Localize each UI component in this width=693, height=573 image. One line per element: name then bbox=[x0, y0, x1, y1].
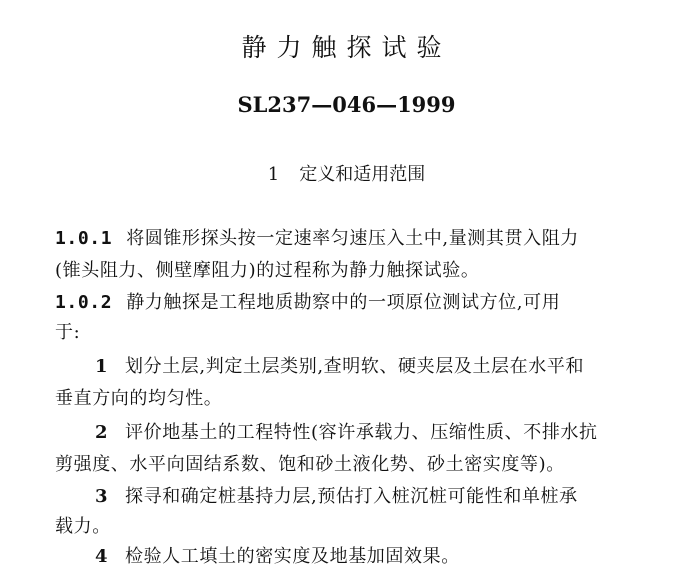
item-number: 3 bbox=[95, 486, 109, 507]
item-4-line-1 bbox=[55, 542, 670, 572]
clause-text: (锥头阻力、侧壁摩阻力)的过程称为静力触探试验。 bbox=[55, 260, 480, 281]
section-title: 定义和适用范围 bbox=[299, 164, 426, 185]
clause-2-line-2 bbox=[55, 318, 670, 348]
section-heading bbox=[0, 160, 693, 190]
clause-text: 于: bbox=[55, 322, 81, 343]
item-text: 探寻和确定桩基持力层,预估打入桩沉桩可能性和单桩承 bbox=[125, 486, 578, 507]
clause-1-line-2 bbox=[55, 256, 670, 286]
item-number: 1 bbox=[95, 356, 109, 377]
item-text: 检验人工填土的密实度及地基加固效果。 bbox=[125, 546, 460, 567]
item-number: 2 bbox=[95, 422, 109, 443]
item-text: 评价地基土的工程特性(容许承载力、压缩性质、不排水抗 bbox=[125, 422, 598, 443]
item-2-line-1 bbox=[55, 418, 670, 448]
item-1-line-2 bbox=[55, 384, 670, 414]
item-3-line-2 bbox=[55, 512, 670, 542]
item-1-line-1 bbox=[55, 352, 670, 382]
clause-1-line-1 bbox=[55, 224, 670, 254]
clause-2-line-1 bbox=[55, 288, 670, 318]
clause-number: 1.0.1 bbox=[55, 228, 113, 249]
item-3-line-1 bbox=[55, 482, 670, 512]
item-2-line-2 bbox=[55, 450, 670, 480]
clause-text: 静力触探是工程地质勘察中的一项原位测试方位,可用 bbox=[126, 292, 561, 313]
clause-text: 将圆锥形探头按一定速率匀速压入土中,量测其贯入阻力 bbox=[126, 228, 579, 249]
item-text: 划分土层,判定土层类别,查明软、硬夹层及土层在水平和 bbox=[125, 356, 585, 377]
clause-number: 1.0.2 bbox=[55, 292, 113, 313]
document-title: 静力触探试验 bbox=[241, 33, 452, 62]
item-text: 垂直方向的均匀性。 bbox=[55, 388, 223, 409]
item-text: 载力。 bbox=[55, 516, 111, 537]
section-number: 1 bbox=[267, 164, 280, 185]
item-number: 4 bbox=[95, 546, 109, 567]
standard-code: SL237—046—1999 bbox=[237, 92, 456, 117]
item-text: 剪强度、水平向固结系数、饱和砂土液化势、砂土密实度等)。 bbox=[55, 454, 565, 475]
